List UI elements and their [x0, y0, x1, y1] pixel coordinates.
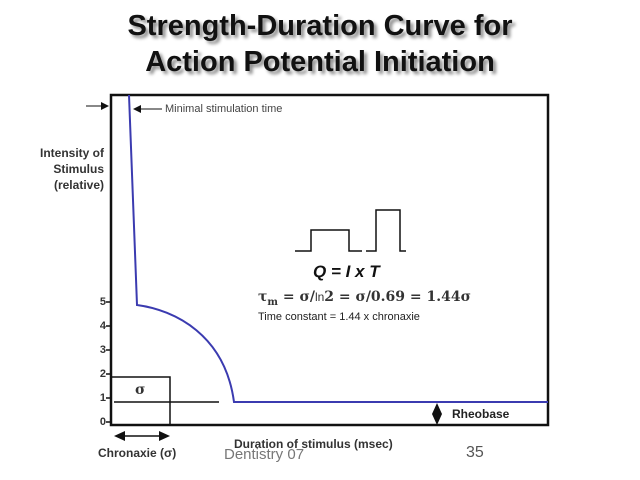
tau-ln: ln [314, 290, 325, 304]
x-axis-label: Duration of stimulus (msec) [234, 437, 393, 451]
sigma-label: σ [135, 382, 146, 398]
minimal-stimulation-time-label: Minimal stimulation time [165, 103, 283, 115]
time-constant-note: Time constant = 1.44 x chronaxie [258, 311, 420, 323]
tau-subscript: m [267, 296, 279, 308]
title-line-1: Strength-Duration Curve for [127, 10, 513, 42]
page-number: 35 [466, 444, 484, 461]
strength-duration-curve [129, 95, 548, 402]
chronaxie-label: Chronaxie (σ) [98, 446, 177, 460]
y-axis-label-line-1: Intensity of [39, 146, 104, 160]
y-tick-5: 5 [99, 296, 106, 308]
chronaxie-arrow-right-head [159, 431, 170, 441]
y-tick-0: 0 [99, 416, 106, 428]
y-axis-label-line-2: Stimulus [53, 162, 104, 176]
plot-frame [111, 95, 548, 425]
tau-symbol: τ [258, 289, 268, 305]
tau-equation [258, 289, 471, 308]
tau-equals-sigma: = σ/ [278, 289, 315, 305]
short-pulse-waveform [366, 210, 406, 251]
charge-formula: Q = I x T [313, 262, 380, 281]
rheobase-label: Rheobase [452, 407, 510, 421]
title-line-2: Action Potential Initiation [145, 46, 495, 78]
y-tick-1: 1 [99, 392, 106, 404]
tau-equation-end: 2 = σ/0.69 = 1.44σ [324, 289, 471, 305]
chronaxie-arrow-left-head [114, 431, 125, 441]
y-tick-4: 4 [99, 320, 106, 332]
y-axis-label-line-3: (relative) [53, 178, 104, 192]
long-pulse-waveform [295, 230, 362, 251]
rheobase-arrow [432, 403, 442, 425]
y-tick-3: 3 [99, 344, 106, 356]
footer-text: Dentistry 07 [224, 446, 305, 463]
y-tick-2: 2 [99, 368, 106, 380]
